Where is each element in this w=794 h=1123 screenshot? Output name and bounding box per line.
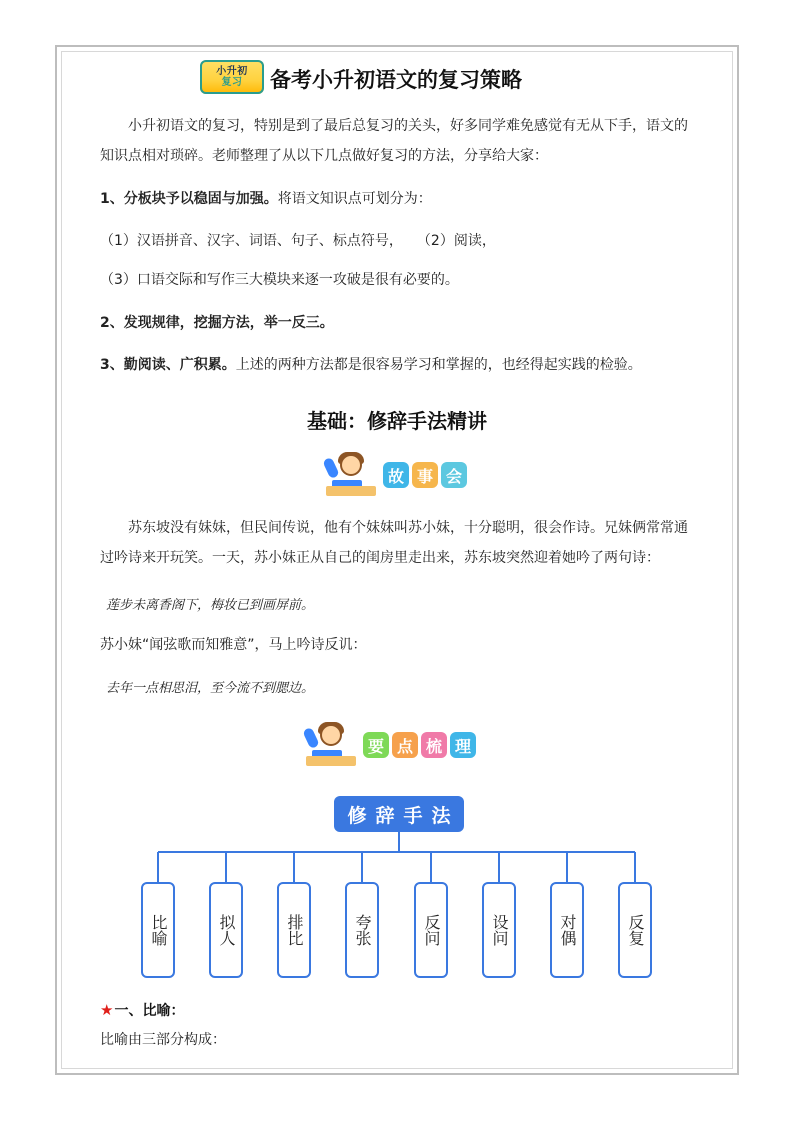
- point-3-heading: 3、勤阅读、广积累。: [100, 357, 236, 373]
- student-mascot-icon: [322, 452, 378, 498]
- story-paragraph: 苏东坡没有妹妹，但民间传说，他有个妹妹叫苏小妹，十分聪明，很会作诗。兄妹俩常常通过吟诗来开玩笑。一天，苏小妹正从自己的闺房里走出来，苏东坡突然迎着她吟了两句诗：: [100, 520, 688, 566]
- poem-line-1: 莲步未离香阁下，梅妆已到画屏前。: [106, 598, 315, 613]
- point-1: [100, 184, 700, 214]
- diagram-leaf-node: 对偶: [550, 882, 584, 978]
- star-icon: ★: [100, 1001, 114, 1019]
- logo-badge: [200, 60, 264, 94]
- diagram-leaf-node: 反复: [618, 882, 652, 978]
- section-title: 基础：修辞手法精讲: [307, 409, 487, 433]
- banner-tile: 要: [363, 732, 389, 758]
- banner-tile: 理: [450, 732, 476, 758]
- banner-tile: 点: [392, 732, 418, 758]
- banner-tile: 梳: [421, 732, 447, 758]
- banner-tile: 会: [441, 462, 467, 488]
- poem-line-2: 去年一点相思泪，至今流不到腮边。: [106, 681, 315, 696]
- story-paragraph-2: 苏小妹“闻弦歌而知雅意”，马上吟诗反讥：: [100, 637, 367, 653]
- point-1-text: 将语文知识点可划分为：: [277, 191, 432, 207]
- story-banner: [322, 452, 467, 498]
- diagram-leaf-node: 反问: [414, 882, 448, 978]
- point-3: [100, 350, 700, 380]
- student-mascot-icon: [302, 722, 358, 768]
- logo-text-bottom: 复习: [221, 77, 243, 88]
- diagram-leaf-node: 比喻: [141, 882, 175, 978]
- intro-paragraph: 小升初语文的复习，特别是到了最后总复习的关头，好多同学难免感觉有无从下手，语文的知识点相对琐碎。老师整理了从以下几点做好复习的方法，分享给大家：: [100, 118, 688, 164]
- banner-tile: 事: [412, 462, 438, 488]
- logo-text-top: 小升初: [216, 66, 248, 77]
- diagram-leaf-node: 夸张: [345, 882, 379, 978]
- key-points-banner: [302, 722, 476, 768]
- document-title: 备考小升初语文的复习策略: [270, 68, 522, 92]
- point-3-text: 上述的两种方法都是很容易学习和掌握的，也经得起实践的检验。: [235, 357, 642, 373]
- diagram-leaf-node: 设问: [482, 882, 516, 978]
- point-2: 2、发现规律，挖掘方法，举一反三。: [100, 315, 334, 331]
- point-1-sub-2: （3）口语交际和写作三大模块来逐一攻破是很有必要的。: [100, 272, 459, 288]
- diagram-root-node: 修辞手法: [334, 796, 464, 832]
- diagram-leaf-node: 排比: [277, 882, 311, 978]
- point-1-sub-1: （1）汉语拼音、汉字、词语、句子、标点符号， （2）阅读，: [100, 233, 496, 249]
- subsection-heading-text: 一、比喻：: [114, 1003, 185, 1019]
- banner-tile: 故: [383, 462, 409, 488]
- point-1-heading: 1、分板块予以稳固与加强。: [100, 191, 278, 207]
- subsection-heading: [100, 1000, 184, 1020]
- diagram-leaf-node: 拟人: [209, 882, 243, 978]
- subsection-text: 比喻由三部分构成：: [100, 1032, 226, 1048]
